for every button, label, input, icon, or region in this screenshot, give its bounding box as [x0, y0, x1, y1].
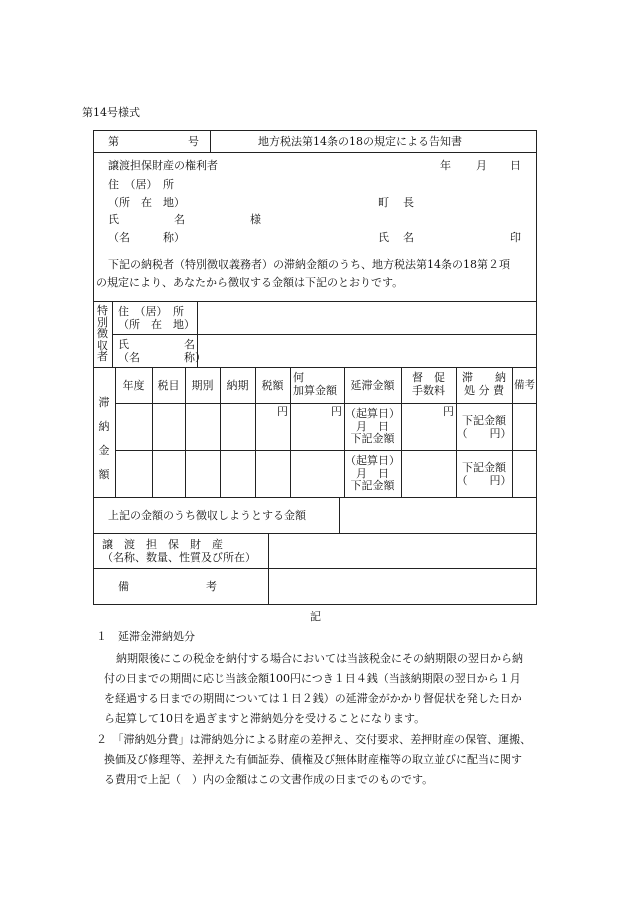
note-1-line-4: ら起算して10日を過ぎますと滞納処分を受けることになります。 — [104, 712, 426, 725]
notice-line-2: の規定により、あなたから徴収する金額は下記のとおりです。 — [96, 276, 404, 289]
seal-mark: 印 — [510, 231, 521, 244]
date-month: 月 — [476, 159, 487, 172]
issuer-name-a: 氏 — [378, 231, 389, 244]
date-year: 年 — [440, 159, 451, 172]
note-2-line-3: る費用で上記（ ）内の金額はこの文書作成の日までのものです。 — [104, 773, 434, 786]
collector-vertical-label: 特 別 徴 収 者 — [97, 304, 108, 363]
recipient-address-label: 住 （居） 所 — [108, 178, 174, 191]
ki-mark: 記 — [310, 610, 321, 623]
col-header-year: 年度 — [122, 379, 145, 392]
note-2-line-2: 換価及び修理等、差押えた有価証券、債権及び無体財産権等の取立並びに配当に関す — [104, 753, 522, 766]
delinquency-cell-2: （起算日） 月 日 下記金額 — [345, 454, 400, 492]
yen-demand-fee: 円 — [443, 405, 454, 418]
arrears-vertical-label: 滞 納 金 額 — [98, 396, 110, 481]
col-header-delinquency: 延滞金額 — [350, 379, 395, 392]
col-header-tax-item: 税目 — [157, 379, 180, 392]
collector-name-label: 氏 名 — [118, 338, 195, 351]
note-1-line-2: 付の日までの期間に応じ当該金額100円につき１日４銭（当該納期限の翌日から１月 — [104, 672, 521, 685]
number-label-left: 第 — [108, 135, 119, 148]
col-header-demand-fee: 督 促 手数料 — [412, 371, 445, 397]
col-header-due: 納期 — [226, 379, 249, 392]
yen-tax-amount: 円 — [277, 405, 288, 418]
form-number: 第14号様式 — [82, 106, 140, 119]
note-1-line-3: を経過する日までの期間については１日２銭）の延滞金がかかり督促状を発した日か — [104, 692, 522, 705]
delinquency-cell-1: （起算日） 月 日 下記金額 — [345, 407, 400, 445]
note-1-title: １ 延滞金滞納処分 — [96, 630, 195, 643]
collector-address-label: 住 （居） 所 — [118, 305, 184, 318]
collector-location-label: （所 在 地） — [118, 318, 195, 331]
recipient-location-label: （所 在 地） — [108, 196, 185, 209]
disposal-cell-1: 下記金額 （ 円） — [456, 414, 512, 440]
recipient-heading: 譲渡担保財産の権利者 — [108, 159, 218, 172]
note-1-line-1: 納期限後にこの税金を納付する場合においては当該税金にその納期限の翌日から納 — [116, 652, 523, 665]
yen-additional: 円 — [331, 405, 342, 418]
col-header-period: 期別 — [191, 379, 214, 392]
recipient-honorific: 様 — [250, 213, 261, 226]
col-header-additional: 何 加算金額 — [293, 371, 337, 397]
document-title: 地方税法第14条の18の規定による告知書 — [258, 135, 462, 148]
collector-name-label-2: （名 称） — [118, 351, 206, 364]
issuer-town: 町 — [378, 196, 389, 209]
collect-amount-label: 上記の金額のうち徴収しようとする金額 — [108, 509, 306, 522]
remarks-label: 備 考 — [118, 580, 217, 593]
recipient-name-label-2: （名 称） — [108, 231, 185, 244]
col-header-remarks: 備考 — [514, 379, 535, 391]
collateral-label-2: （名称、数量、性質及び所在） — [102, 551, 256, 564]
date-day: 日 — [510, 159, 521, 172]
col-header-disposal-cost: 滞 納 処 分 費 — [462, 371, 506, 397]
col-header-tax-amount: 税額 — [261, 379, 284, 392]
number-label-right: 号 — [188, 135, 199, 148]
issuer-chief: 長 — [403, 196, 414, 209]
recipient-name-label: 氏 名 — [108, 213, 185, 226]
issuer-name-b: 名 — [403, 231, 414, 244]
collateral-label: 譲 渡 担 保 財 産 — [102, 538, 223, 551]
note-2-line-1: ２ 「滞納処分費」は滞納処分による財産の差押え、交付要求、差押財産の保管、運搬、 — [96, 733, 532, 746]
notice-line-1: 下記の納税者（特別徴収義務者）の滞納金額のうち、地方税法第14条の18第２項 — [108, 258, 510, 271]
disposal-cell-2: 下記金額 （ 円） — [456, 461, 512, 487]
